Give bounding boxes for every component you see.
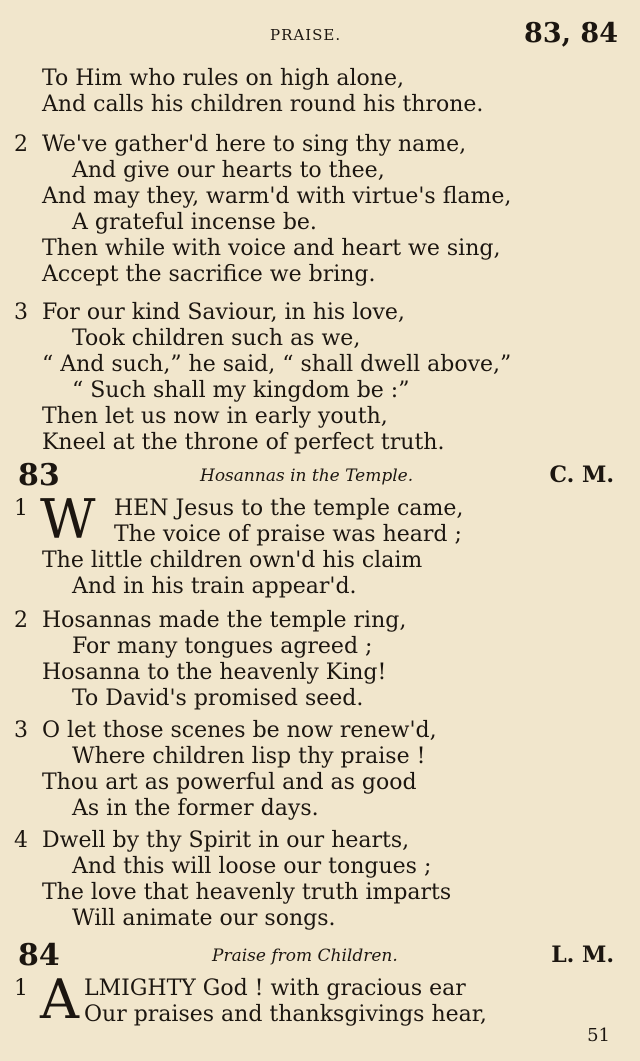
stanza-number: 3 xyxy=(14,300,28,325)
stanza-number: 2 xyxy=(14,132,28,157)
hymn-83-heading xyxy=(0,458,640,496)
page-header xyxy=(0,18,640,52)
hymn-title: Hosannas in the Temple. xyxy=(200,466,414,486)
stanza-number: 4 xyxy=(14,828,28,853)
header-hymn-numbers: 83, 84 xyxy=(524,18,618,49)
stanza-number: 2 xyxy=(14,608,28,633)
hymn-number: 84 xyxy=(18,938,60,973)
drop-cap: A xyxy=(40,968,79,1031)
stanza-number: 3 xyxy=(14,718,28,743)
page-number: 51 xyxy=(587,1025,610,1046)
hymn-meter: L. M. xyxy=(551,942,614,968)
stanza-number: 1 xyxy=(14,496,28,521)
running-head: PRAISE. xyxy=(270,26,342,44)
hymn-number: 83 xyxy=(18,458,60,493)
stanza-number: 1 xyxy=(14,976,28,1001)
verse-line: 1 A LMIGHTY God ! with gracious ear xyxy=(14,968,466,1031)
drop-cap: W xyxy=(40,488,96,551)
verse-line: 1 W HEN Jesus to the temple came, xyxy=(14,488,464,551)
hymn-title: Praise from Children. xyxy=(212,946,398,966)
hymn-meter: C. M. xyxy=(549,462,614,488)
hymn-84-heading xyxy=(0,938,640,976)
hymnal-page: PRAISE. 83, 84 To Him who rules on high alone, And calls his children round his throne. 2 We've gather'd here to sing thy name, And give our hearts to thee, And may they, warm'd with virtue's flame, A grateful incense be. Then while with voice and heart we sing, Accept the sacrifice we bring. 3 For our kind Saviour, in his love, Took children such as we, “ And such,” he said, “ shall dwell above,” “ Such shall my kingdom be :” Then let us now in early youth, Kneel at the throne of perfect truth. 83 Hosannas in the Temple. C. M. 1 W HEN Jesus to the temple came, The voice of praise was heard ; The little children own'd his claim And in his train appear'd. 2 Hosannas made the temple ring, For many tongues agreed ; Hosanna to the heavenly King! To David's promised seed. 3 O let those scenes be now renew'd, Where children lisp thy praise ! Thou art as powerful and as good As in the former days. 4 Dwell by thy Spirit in our hearts, And this will loose our tongues ; The love that heavenly truth imparts Will animate our songs. 84 Praise from Children. L. M. 1 A LMIGHTY God ! with gracious ear Our praises and thanksgivings hear, 51 xyxy=(0,0,640,1061)
